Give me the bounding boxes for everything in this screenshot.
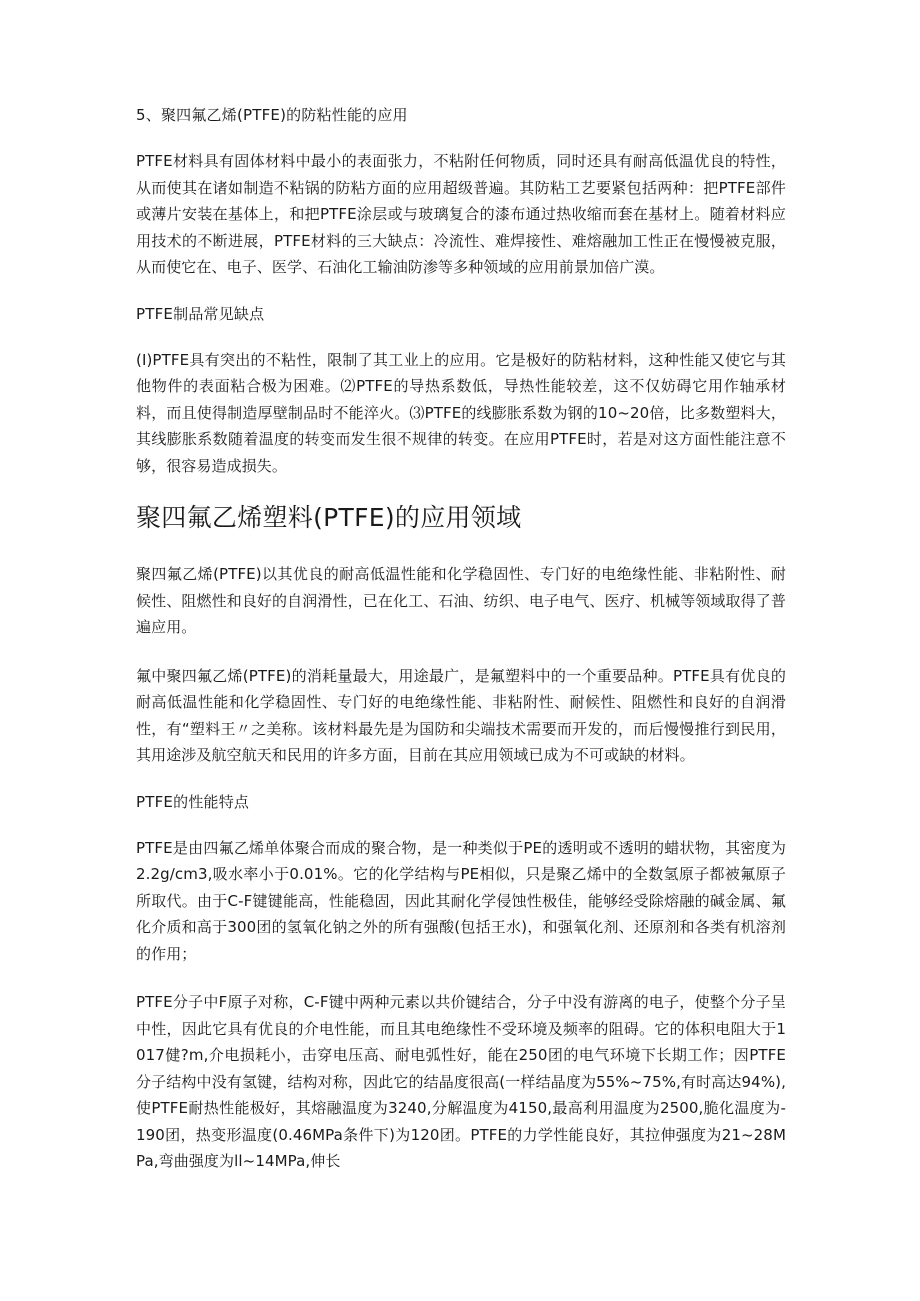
defects-paragraph: (I)PTFE具有突出的不粘性，限制了其工业上的应用。它是极好的防粘材料，这种性能又使它与其他物件的表面粘合极为困难。⑵PTFE的导热系数低，导热性能较差，这不仅妨碍它用作轴承材料，而且使得制造厚壁制品时不能淬火。⑶PTFE的线膨胀系数为钢的10~20倍，比多数塑料大，其线膨胀系数随着温度的转变而发生很不规律的转变。在应用PTFE时，若是对这方面性能注意不够，很容易造成损失。 xyxy=(136,350,786,475)
applications-paragraph-1: 聚四氟乙烯(PTFE)以其优良的耐高低温性能和化学稳固性、专门好的电绝缘性能、非粘附性、耐候性、阻燃性和良好的自润滑性，已在化工、石油、纺织、电子电气、医疗、机械等领域取得了普遍应用。 xyxy=(136,565,786,636)
properties-paragraph-1: PTFE是由四氟乙烯单体聚合而成的聚合物，是一种类似于PE的透明或不透明的蜡状物，其密度为2.2g∕cm3,吸水率小于0.01%。它的化学结构与PE相似，只是聚乙烯中的全数氢原子都被氟原子所取代。由于C-F键键能高，性能稳固，因此其耐化学侵蚀性极佳，能够经受除熔融的碱金属、氟化介质和高于300团的氢氧化钠之外的所有强酸(包括王水)，和强氧化剂、还原剂和各类有机溶剂的作用； xyxy=(136,838,786,963)
defects-heading: PTFE制品常见缺点 xyxy=(136,304,265,323)
properties-heading: PTFE的性能特点 xyxy=(136,792,250,811)
applications-title: 聚四氟乙烯塑料(PTFE)的应用领域 xyxy=(136,503,522,532)
applications-paragraph-2: 氟中聚四氟乙烯(PTFE)的消耗量最大，用途最广，是氟塑料中的一个重要品种。PTFE具有优良的耐高低温性能和化学稳固性、专门好的电绝缘性能、非粘附性、耐候性、阻燃性和良好的自润滑性，有“塑料王〃之美称。该材料最先是为国防和尖端技术需要而开发的，而后慢慢推行到民用，其用途涉及航空航天和民用的许多方面，目前在其应用领域已成为不可或缺的材料。 xyxy=(136,666,786,764)
section5-paragraph: PTFE材料具有固体材料中最小的表面张力，不粘附任何物质，同时还具有耐高低温优良的特性，从而使其在诸如制造不粘锅的防粘方面的应用超级普遍。其防粘工艺要紧包括两种：把PTFE部件或薄片安装在基体上，和把PTFE涂层或与玻璃复合的漆布通过热收缩而套在基材上。随着材料应用技术的不断进展，PTFE材料的三大缺点：冷流性、难焊接性、难熔融加工性正在慢慢被克服，从而使它在、电子、医学、石油化工输油防渗等多种领域的应用前景加倍广漠。 xyxy=(136,152,786,276)
document-page xyxy=(136,104,786,1197)
properties-paragraph-2: PTFE分子中F原子对称，C-F键中两种元素以共价键结合，分子中没有游离的电子，使整个分子呈中性，因此它具有优良的介电性能，而且其电绝缘性不受环境及频率的阻碍。它的体积电阻大于1017健?m,介电损耗小，击穿电压高、耐电弧性好，能在250团的电气环境下长期工作；因PTFE分子结构中没有氢键，结构对称，因此它的结晶度很高(一样结晶度为55%~75%,有时高达94%),使PTFE耐热性能极好，其熔融温度为3240,分解温度为4150,最高利用温度为2500,脆化温度为-190团，热变形温度(0.46MPa条件下)为120团。PTFE的力学性能良好，其拉伸强度为21~28MPa,弯曲强度为ll~14MPa,伸长 xyxy=(136,993,786,1170)
section5-heading: 5、聚四氟乙烯(PTFE)的防粘性能的应用 xyxy=(136,106,408,124)
